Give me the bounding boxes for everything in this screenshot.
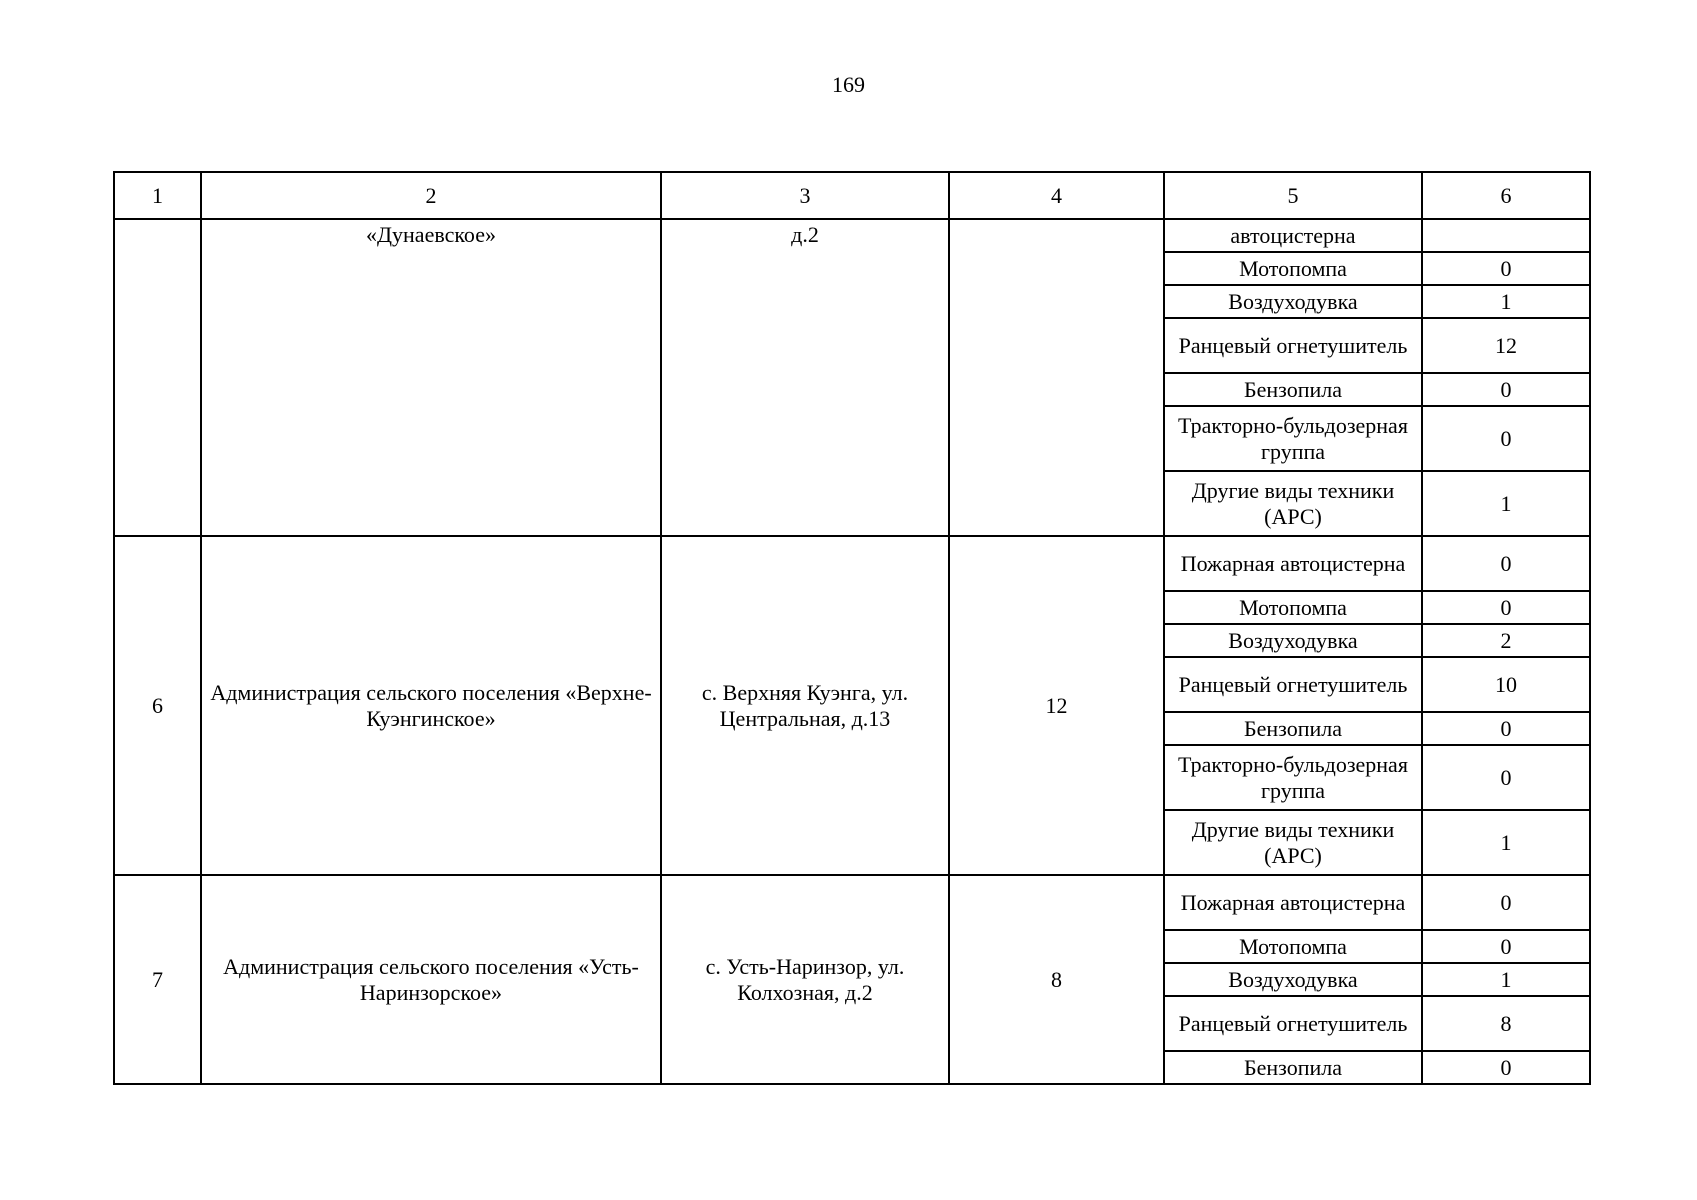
equipment-name-cell: Пожарная автоцистерна (1164, 875, 1422, 930)
address-cell: д.2 (661, 219, 949, 536)
equipment-value-cell: 0 (1422, 536, 1590, 591)
equipment-name-cell: Ранцевый огнетушитель (1164, 657, 1422, 712)
address-cell: с. Верхняя Куэнга, ул. Центральная, д.13 (661, 536, 949, 875)
header-cell: 2 (201, 172, 661, 219)
equipment-name-cell: Пожарная автоцистерна (1164, 536, 1422, 591)
equipment-value-cell: 0 (1422, 930, 1590, 963)
address-cell: с. Усть-Наринзор, ул. Колхозная, д.2 (661, 875, 949, 1084)
equipment-value-cell: 8 (1422, 996, 1590, 1051)
equipment-table (113, 171, 1591, 1085)
equipment-name-cell: Воздуходувка (1164, 624, 1422, 657)
row-number-cell: 6 (114, 536, 201, 875)
organization-cell: «Дунаевское» (201, 219, 661, 536)
equipment-value-cell (1422, 219, 1590, 252)
equipment-value-cell: 12 (1422, 318, 1590, 373)
header-cell: 4 (949, 172, 1164, 219)
row-number-cell (114, 219, 201, 536)
equipment-name-cell: автоцистерна (1164, 219, 1422, 252)
equipment-value-cell: 0 (1422, 252, 1590, 285)
count-cell: 8 (949, 875, 1164, 1084)
equipment-value-cell: 0 (1422, 406, 1590, 471)
header-cell: 1 (114, 172, 201, 219)
header-cell: 5 (1164, 172, 1422, 219)
table-row (114, 875, 1590, 930)
equipment-value-cell: 0 (1422, 1051, 1590, 1084)
equipment-value-cell: 0 (1422, 745, 1590, 810)
table-header-row (114, 172, 1590, 219)
header-cell: 6 (1422, 172, 1590, 219)
organization-cell: Администрация сельского поселения «Верхне-Куэнгинское» (201, 536, 661, 875)
equipment-value-cell: 1 (1422, 963, 1590, 996)
equipment-name-cell: Бензопила (1164, 1051, 1422, 1084)
equipment-value-cell: 0 (1422, 373, 1590, 406)
equipment-value-cell: 10 (1422, 657, 1590, 712)
equipment-name-cell: Воздуходувка (1164, 285, 1422, 318)
equipment-name-cell: Бензопила (1164, 373, 1422, 406)
equipment-name-cell: Воздуходувка (1164, 963, 1422, 996)
equipment-value-cell: 1 (1422, 285, 1590, 318)
count-cell: 12 (949, 536, 1164, 875)
equipment-value-cell: 2 (1422, 624, 1590, 657)
equipment-value-cell: 1 (1422, 471, 1590, 536)
equipment-value-cell: 0 (1422, 591, 1590, 624)
equipment-name-cell: Бензопила (1164, 712, 1422, 745)
equipment-value-cell: 0 (1422, 712, 1590, 745)
equipment-value-cell: 1 (1422, 810, 1590, 875)
row-number-cell: 7 (114, 875, 201, 1084)
equipment-value-cell: 0 (1422, 875, 1590, 930)
header-cell: 3 (661, 172, 949, 219)
equipment-name-cell: Тракторно-бульдозерная группа (1164, 745, 1422, 810)
equipment-name-cell: Ранцевый огнетушитель (1164, 318, 1422, 373)
equipment-name-cell: Ранцевый огнетушитель (1164, 996, 1422, 1051)
count-cell (949, 219, 1164, 536)
table-row (114, 536, 1590, 591)
equipment-name-cell: Тракторно-бульдозерная группа (1164, 406, 1422, 471)
equipment-name-cell: Мотопомпа (1164, 252, 1422, 285)
equipment-name-cell: Другие виды техники (АРС) (1164, 471, 1422, 536)
equipment-name-cell: Мотопомпа (1164, 591, 1422, 624)
table-row (114, 219, 1590, 252)
page-number: 169 (832, 72, 865, 97)
equipment-name-cell: Мотопомпа (1164, 930, 1422, 963)
equipment-name-cell: Другие виды техники (АРС) (1164, 810, 1422, 875)
organization-cell: Администрация сельского поселения «Усть-Наринзорское» (201, 875, 661, 1084)
